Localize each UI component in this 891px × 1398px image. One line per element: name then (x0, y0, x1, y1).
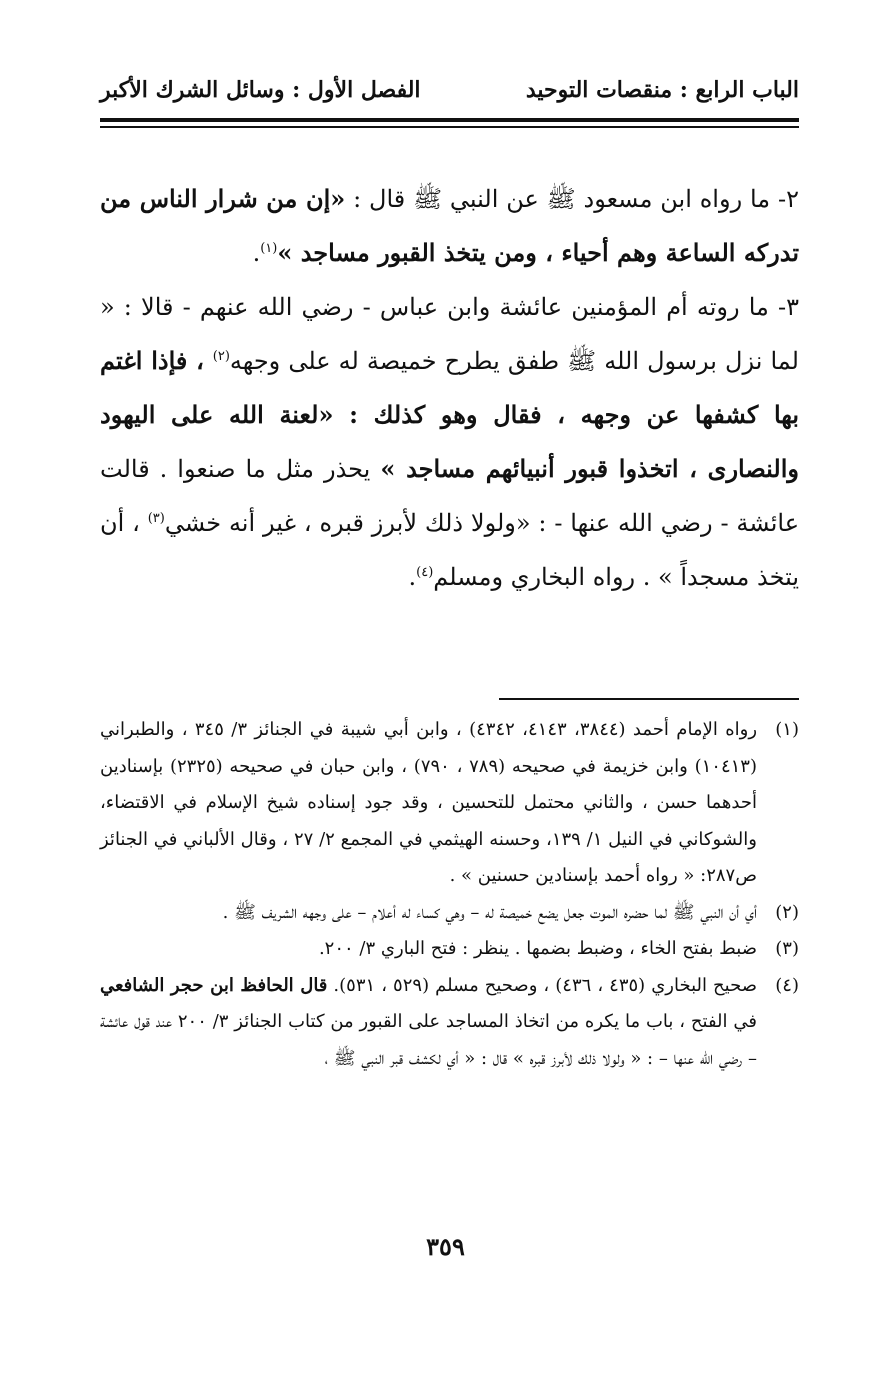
footnote-ref-1: (١) (260, 241, 278, 256)
chapter-title: الباب الرابع : منقصات التوحيد (525, 77, 799, 103)
p2-final: . (408, 563, 417, 591)
footnote-ref-4: (٤) (416, 565, 434, 580)
footnotes (100, 712, 799, 1077)
section-title: الفصل الأول : وسائل الشرك الأكبر (100, 77, 421, 103)
running-header (100, 68, 799, 112)
footnote-2 (100, 895, 799, 932)
footnote-3 (100, 931, 799, 968)
footnote-number: (٤) (775, 974, 799, 996)
footnote-text-a: صحيح البخاري (٤٣٥ ، ٤٣٦) ، وصحيح مسلم (٥٢٩ ، ٥٣١). (327, 974, 757, 996)
header-rule-thin (100, 126, 799, 128)
footnote-4 (100, 968, 799, 1078)
footnote-number: (١) (775, 719, 799, 740)
p1-end: . (252, 239, 261, 267)
p2-intro: ٣- ما روته أم المؤمنين عائشة وابن عباس - رضي الله عنهم - قالا : « لما نزل برسول الله ﷺ طفق يطرح خميصة له على وجهه (100, 293, 799, 375)
footnote-ref-2: (٢) (212, 349, 230, 364)
footnote-text: ضبط بفتح الخاء ، وضبط بضمها . ينظر : فتح الباري ٣/ ٢٠٠. (318, 938, 757, 959)
paragraph-hadith-2 (100, 172, 799, 280)
main-text (100, 172, 799, 604)
footnote-number: (٢) (775, 901, 799, 923)
footnote-text: رواه الإمام أحمد (٣٨٤٤، ٤١٤٣، ٤٣٤٢) ، وابن أبي شيبة في الجنائز ٣/ ٣٤٥ ، والطبراني (١٠٤١٣) وابن خزيمة في صحيحه (٧٨٩ ، ٧٩٠) ، وابن حبان في صحيحه (٢٣٢٥) بإسنادين أحدهما حسن ، والثاني محتمل للتحسين ، وقد جود إسناده شيخ الإسلام في الاقتضاء، والشوكاني في النيل ١/ ١٣٩، وحسنه الهيثمي في المجمع ٢/ ٢٧ ، وقال الألباني في الجنائز ص٢٨٧: « رواه أحمد بإسنادين حسنين » . (100, 719, 758, 886)
p1-intro: ٢- ما رواه ابن مسعود ﷺ عن النبي ﷺ قال : (345, 185, 800, 213)
footnote-ref-3: (٣) (147, 511, 165, 526)
footnote-text-b: قال الحافظ ابن حجر الشافعي (100, 974, 328, 996)
footnote-separator (499, 698, 799, 700)
paragraph-hadith-3 (100, 280, 799, 604)
header-rule-thick (100, 118, 799, 122)
p2-mid: ، فإذا اغتم بها كشفها عن وجهه ، فقال وهو كذلك : (100, 346, 800, 429)
footnote-text-c: في الفتح ، باب ما يكره من اتخاذ المساجد على القبور من كتاب الجنائز ٣/ ٢٠٠ عند قول عائشة – رضي الله عنها – : « ولولا ذلك لأبرز قبره » قال : « أي لكشف قبر النبي ﷺ ، (100, 1011, 757, 1069)
footnote-number: (٣) (775, 938, 799, 959)
p2-quote: «لعنة الله على اليهود والنصارى ، اتخذوا قبور أنبيائهم مساجد » (100, 400, 799, 483)
p1-quote: «إن من شرار الناس من تدركه الساعة وهم أحياء ، ومن يتخذ القبور مساجد » (100, 184, 799, 267)
p2-mid2: يحذر مثل ما صنعوا . قالت عائشة - رضي الله عنها - : «ولولا ذلك لأبرز قبره ، غير أنه خشي (100, 455, 800, 537)
p2-end: ، أن يتخذ مسجداً » . رواه البخاري ومسلم (100, 509, 799, 591)
footnote-1 (100, 712, 799, 895)
footnote-text: أي أن النبي ﷺ لما حضره الموت جعل يضع خميصة له – وهي كساء له أعلام – على وجهه الشريف ﷺ . (222, 901, 757, 923)
page-number: ٣٥٩ (426, 1232, 465, 1261)
